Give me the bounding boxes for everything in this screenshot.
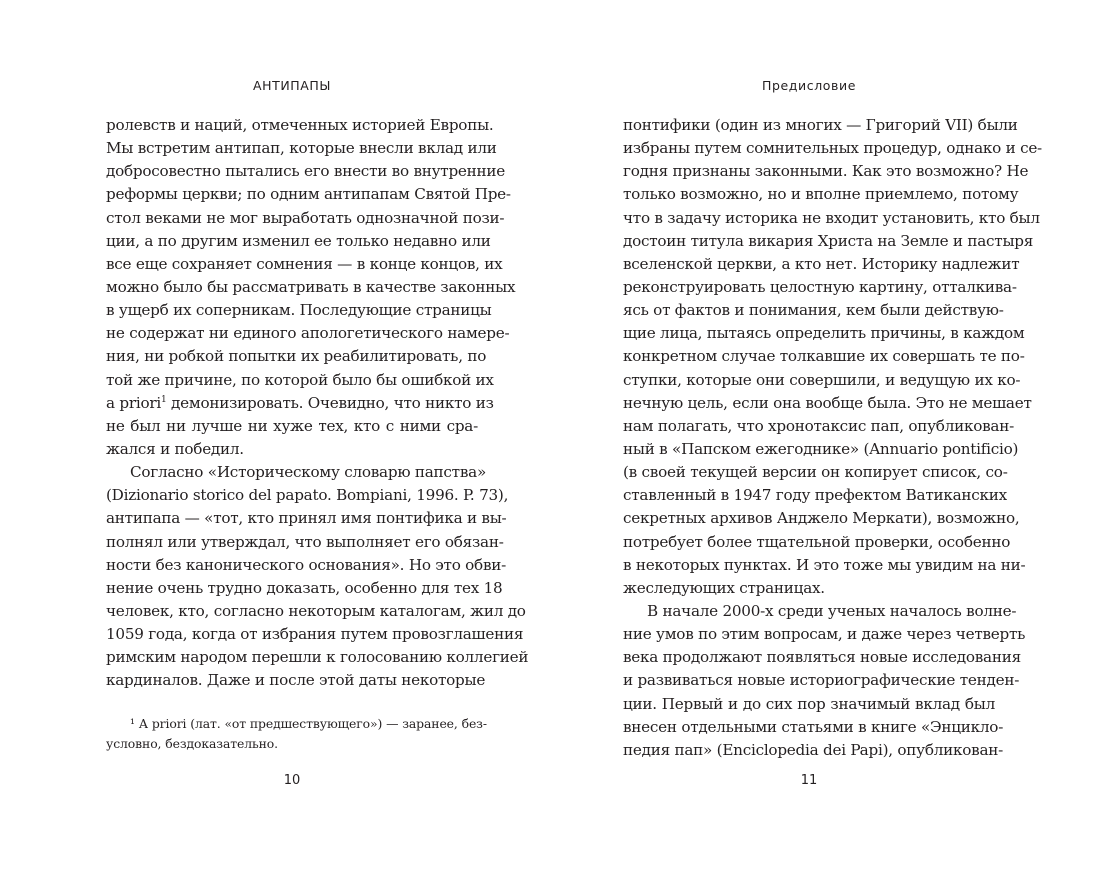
footnote-line: ¹ А priori (лат. «от предшествующего») — заранее, без-	[130, 716, 487, 731]
text-line: годня признаны законными. Как это возможно? Не	[623, 162, 1029, 181]
left-body-text	[106, 114, 529, 693]
text-line: кардиналов. Даже и после этой даты некоторые	[106, 671, 486, 690]
text-line: секретных архивов Анджело Меркати), возможно,	[623, 509, 1020, 528]
text-line: не содержат ни единого апологетического намере-	[106, 324, 510, 343]
text-line: (в своей текущей версии он копирует список, со-	[623, 463, 1008, 482]
text-line: ставленный в 1947 году префектом Ватиканских	[623, 486, 1007, 505]
text-line: вселенской церкви, а кто нет. Историку надлежит	[623, 254, 1020, 273]
text-line: в ущерб их соперникам. Последующие страницы	[106, 301, 492, 320]
text-fragment: демонизировать. Очевидно, что никто из	[166, 393, 494, 412]
text-line: стол веками не мог выработать однозначной пози-	[106, 208, 505, 227]
text-line: ние умов по этим вопросам, и даже через четверть	[623, 625, 1026, 644]
footnote-line: условно, бездоказательно.	[106, 736, 279, 751]
text-line: антипапа — «тот, кто принял имя понтифика и вы-	[106, 509, 507, 528]
text-line: нение очень трудно доказать, особенно для тех 18	[106, 578, 503, 597]
text-line: римским народом перешли к голосованию коллегией	[106, 648, 529, 667]
running-head-right: Предисловие	[761, 78, 857, 93]
text-line: Мы встретим антипап, которые внесли вклад или	[106, 139, 497, 158]
text-line: 1059 года, когда от избрания путем провозглашения	[106, 625, 524, 644]
footnote	[106, 714, 487, 754]
text-line: потребует более тщательной проверки, особенно	[623, 532, 1011, 551]
text-line: нам полагать, что хронотаксис пап, опубликован-	[623, 416, 1014, 435]
text-line: ности без канонического основания». Но это обви-	[106, 555, 507, 574]
text-line: понтифики (один из многих — Григорий VII) были	[623, 116, 1018, 134]
text-line: педия пап» (Enciclopedia dei Papi), опубликован-	[623, 740, 1004, 759]
text-line: и развиваться новые историографические тенден-	[623, 671, 1020, 690]
text-line: ния, ни робкой попытки их реабилитировать, по	[106, 347, 487, 366]
text-line: добросовестно пытались его внести во внутренние	[106, 162, 506, 181]
text-line: полнял или утверждал, что выполняет его обязан-	[106, 532, 504, 551]
text-line: внесен отдельными статьями в книге «Энцикло-	[623, 717, 1004, 736]
text-line: нечную цель, если она вообще была. Это не мешает	[623, 393, 1032, 412]
text-line-paragraph-start: В начале 2000-х среди ученых началось волне-	[647, 601, 1017, 620]
text-line: что в задачу историка не входит установить, кто был	[623, 208, 1040, 227]
footnote-reference: 1	[160, 394, 167, 405]
text-line: в некоторых пунктах. И это тоже мы увидим на ни-	[623, 555, 1026, 574]
text-line: все еще сохраняет сомнения — в конце концов, их	[106, 254, 503, 273]
text-line: ролевств и наций, отмеченных историей Европы.	[106, 116, 494, 134]
text-line: ясь от фактов и понимания, кем были действую-	[623, 301, 1004, 320]
text-line: ступки, которые они совершили, и ведущую их ко-	[623, 370, 1021, 389]
text-line: той же причине, по которой было бы ошибкой их	[106, 370, 494, 389]
text-line: щие лица, пытаясь определить причины, в каждом	[623, 324, 1025, 343]
text-line-with-footnote-ref	[106, 392, 494, 415]
text-line: конкретном случае толкавшие их совершать те по-	[623, 347, 1025, 366]
text-line: ный в «Папском ежегоднике» (Annuario pontificio)	[623, 439, 1019, 458]
running-head-left: АНТИПАПЫ	[252, 78, 332, 93]
text-line: можно было бы рассматривать в качестве законных	[106, 277, 516, 296]
text-line: ции. Первый и до сих пор значимый вклад был	[623, 694, 995, 713]
text-line-paragraph-start: Согласно «Историческому словарю папства»	[130, 463, 486, 482]
page-number-right: 11	[800, 773, 818, 788]
text-line: ции, а по другим изменил ее только недавно или	[106, 231, 491, 250]
text-line: человек, кто, согласно некоторым каталогам, жил до	[106, 601, 526, 620]
text-line: реконструировать целостную картину, отталкива-	[623, 277, 1017, 296]
text-line: реформы церкви; по одним антипапам Святой Пре-	[106, 185, 511, 204]
text-line: жеследующих страницах.	[623, 578, 825, 597]
right-body-text	[623, 114, 1042, 762]
text-line: жался и победил.	[106, 439, 244, 458]
page-number-left: 10	[283, 773, 301, 788]
text-line: достоин титула викария Христа на Земле и пастыря	[623, 231, 1034, 250]
text-line: не был ни лучше ни хуже тех, кто с ними сра-	[106, 416, 478, 435]
text-line: избраны путем сомнительных процедур, однако и се-	[623, 139, 1042, 158]
text-line: (Dizionario storico del papato. Bompiani, 1996. P. 73),	[106, 486, 509, 505]
text-fragment: а priori	[106, 393, 161, 412]
text-line: только возможно, но и вполне приемлемо, потому	[623, 185, 1019, 204]
text-line: века продолжают появляться новые исследования	[623, 648, 1021, 667]
